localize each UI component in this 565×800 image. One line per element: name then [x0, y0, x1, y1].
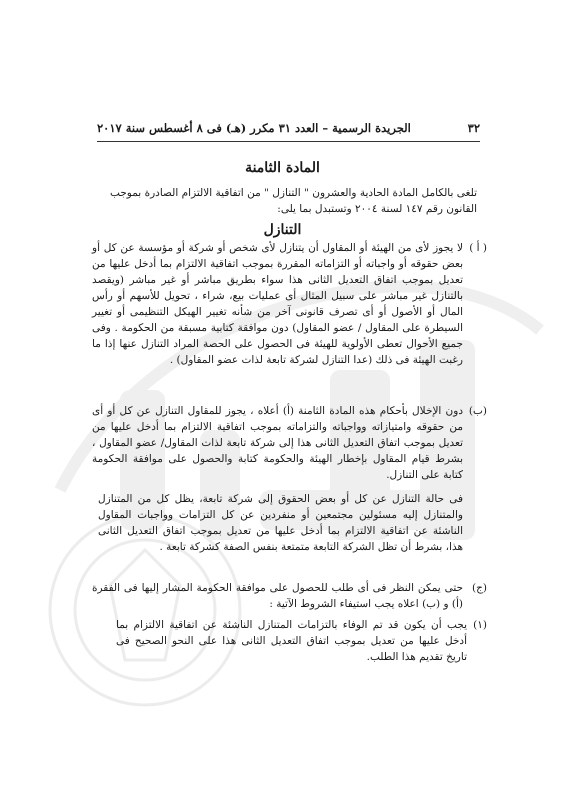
clause-a-marker: ( أ )	[469, 242, 487, 254]
clause-a	[92, 240, 487, 368]
clause-c-marker: (ج)	[472, 582, 487, 594]
page-number: ٣٢	[467, 121, 480, 135]
clause-b	[92, 403, 487, 483]
article-title: المادة الثامنة	[245, 160, 320, 176]
clause-a-text: لا يجوز لأى من الهيئة أو المقاول أن يتنازل لأى شخص أو شركة أو مؤسسة عن كل أو بعض حقوقه أو واجباته أو التزاماته المقررة بموجب اتفاقية الالتزام بما أدخل عليها من تعديل بموجب اتفاق التعديل الثانى هذا سواء بطريق مباشر أو غير مباشر (ويقصد بالتنازل غير مباشر على سبيل المثال أى عمليات بيع، شراء ، تحويل للأسهم أو رأس المال أو الأصول أو أى تصرف قانونى آخر من شأنه تغيير الهيكل التنظيمى أو تغيير السيطرة على المقاول / عضو المقاول) دون موافقة كتابية مسبقة من الحكومة . وفى جميع الأحوال تعطى الأولوية للهيئة فى الحصول على الحصة المراد التنازل عنها إذا ما رغبت الهيئة فى ذلك (عدا التنازل لشركة تابعة لذات عضو المقاول) .	[92, 242, 463, 366]
header-divider	[97, 141, 480, 142]
article-intro: تلغى بالكامل المادة الحادية والعشرون " التنازل " من اتفاقية الالتزام الصادرة بموجب القانون رقم ١٤٧ لسنة ٢٠٠٤ وتستبدل بما يلى:	[110, 187, 477, 215]
section-subtitle: التنازل	[263, 222, 302, 238]
clause-b-text: دون الإخلال بأحكام هذه المادة الثامنة (أ) أعلاه ، يجوز للمقاول التنازل عن كل أو أى من حقوقه وامتيازاته وواجباته والتزاماته بموجب اتفاقية الالتزام بما أدخل عليها من تعديل بموجب اتفاق التعديل الثانى هذا إلى شركة تابعة لذات المقاول/ عضو المقاول ، بشرط قيام المقاول بإخطار الهيئة والحكومة كتابة والحصول على موافقة الحكومة كتابة على التنازل.	[92, 405, 463, 481]
publication-line: الجريدة الرسمية – العدد ٣١ مكرر (هـ) فى ٨ أغسطس سنة ٢٠١٧	[97, 121, 411, 135]
clause-c-item-1-text: يجب أن يكون قد تم الوفاء بالتزامات المتنازل الناشئة عن اتفاقية الالتزام بما أدخل عليها من تعديل بموجب اتفاق التعديل الثانى هذا على النحو الصحيح فى تاريخ تقديم هذا الطلب.	[116, 619, 467, 663]
page-header	[97, 121, 480, 135]
clause-b-continuation: فى حالة التنازل عن كل أو بعض الحقوق إلى شركة تابعة، يظل كل من المتنازل والمتنازل إليه مسئولين مجتمعين أو منفردين عن كل التزامات وواجبات المقاول الناشئة عن اتفاقية الالتزام بما أدخل عليها من تعديل بموجب اتفاق التعديل الثانى هذا، بشرط أن تظل الشركة التابعة متمتعة بنفس الصفة كشركة تابعة .	[98, 493, 463, 553]
clause-c	[92, 580, 487, 612]
clause-b-marker: (ب)	[468, 405, 487, 417]
clause-c-item-1-marker: (١)	[473, 619, 487, 631]
clause-c-item-1	[116, 617, 487, 665]
clause-c-text: حتى يمكن النظر فى أى طلب للحصول على موافقة الحكومة المشار إليها فى الفقرة (أ) و (ب) اعلاه يجب استيفاء الشروط الآتية :	[92, 582, 463, 610]
